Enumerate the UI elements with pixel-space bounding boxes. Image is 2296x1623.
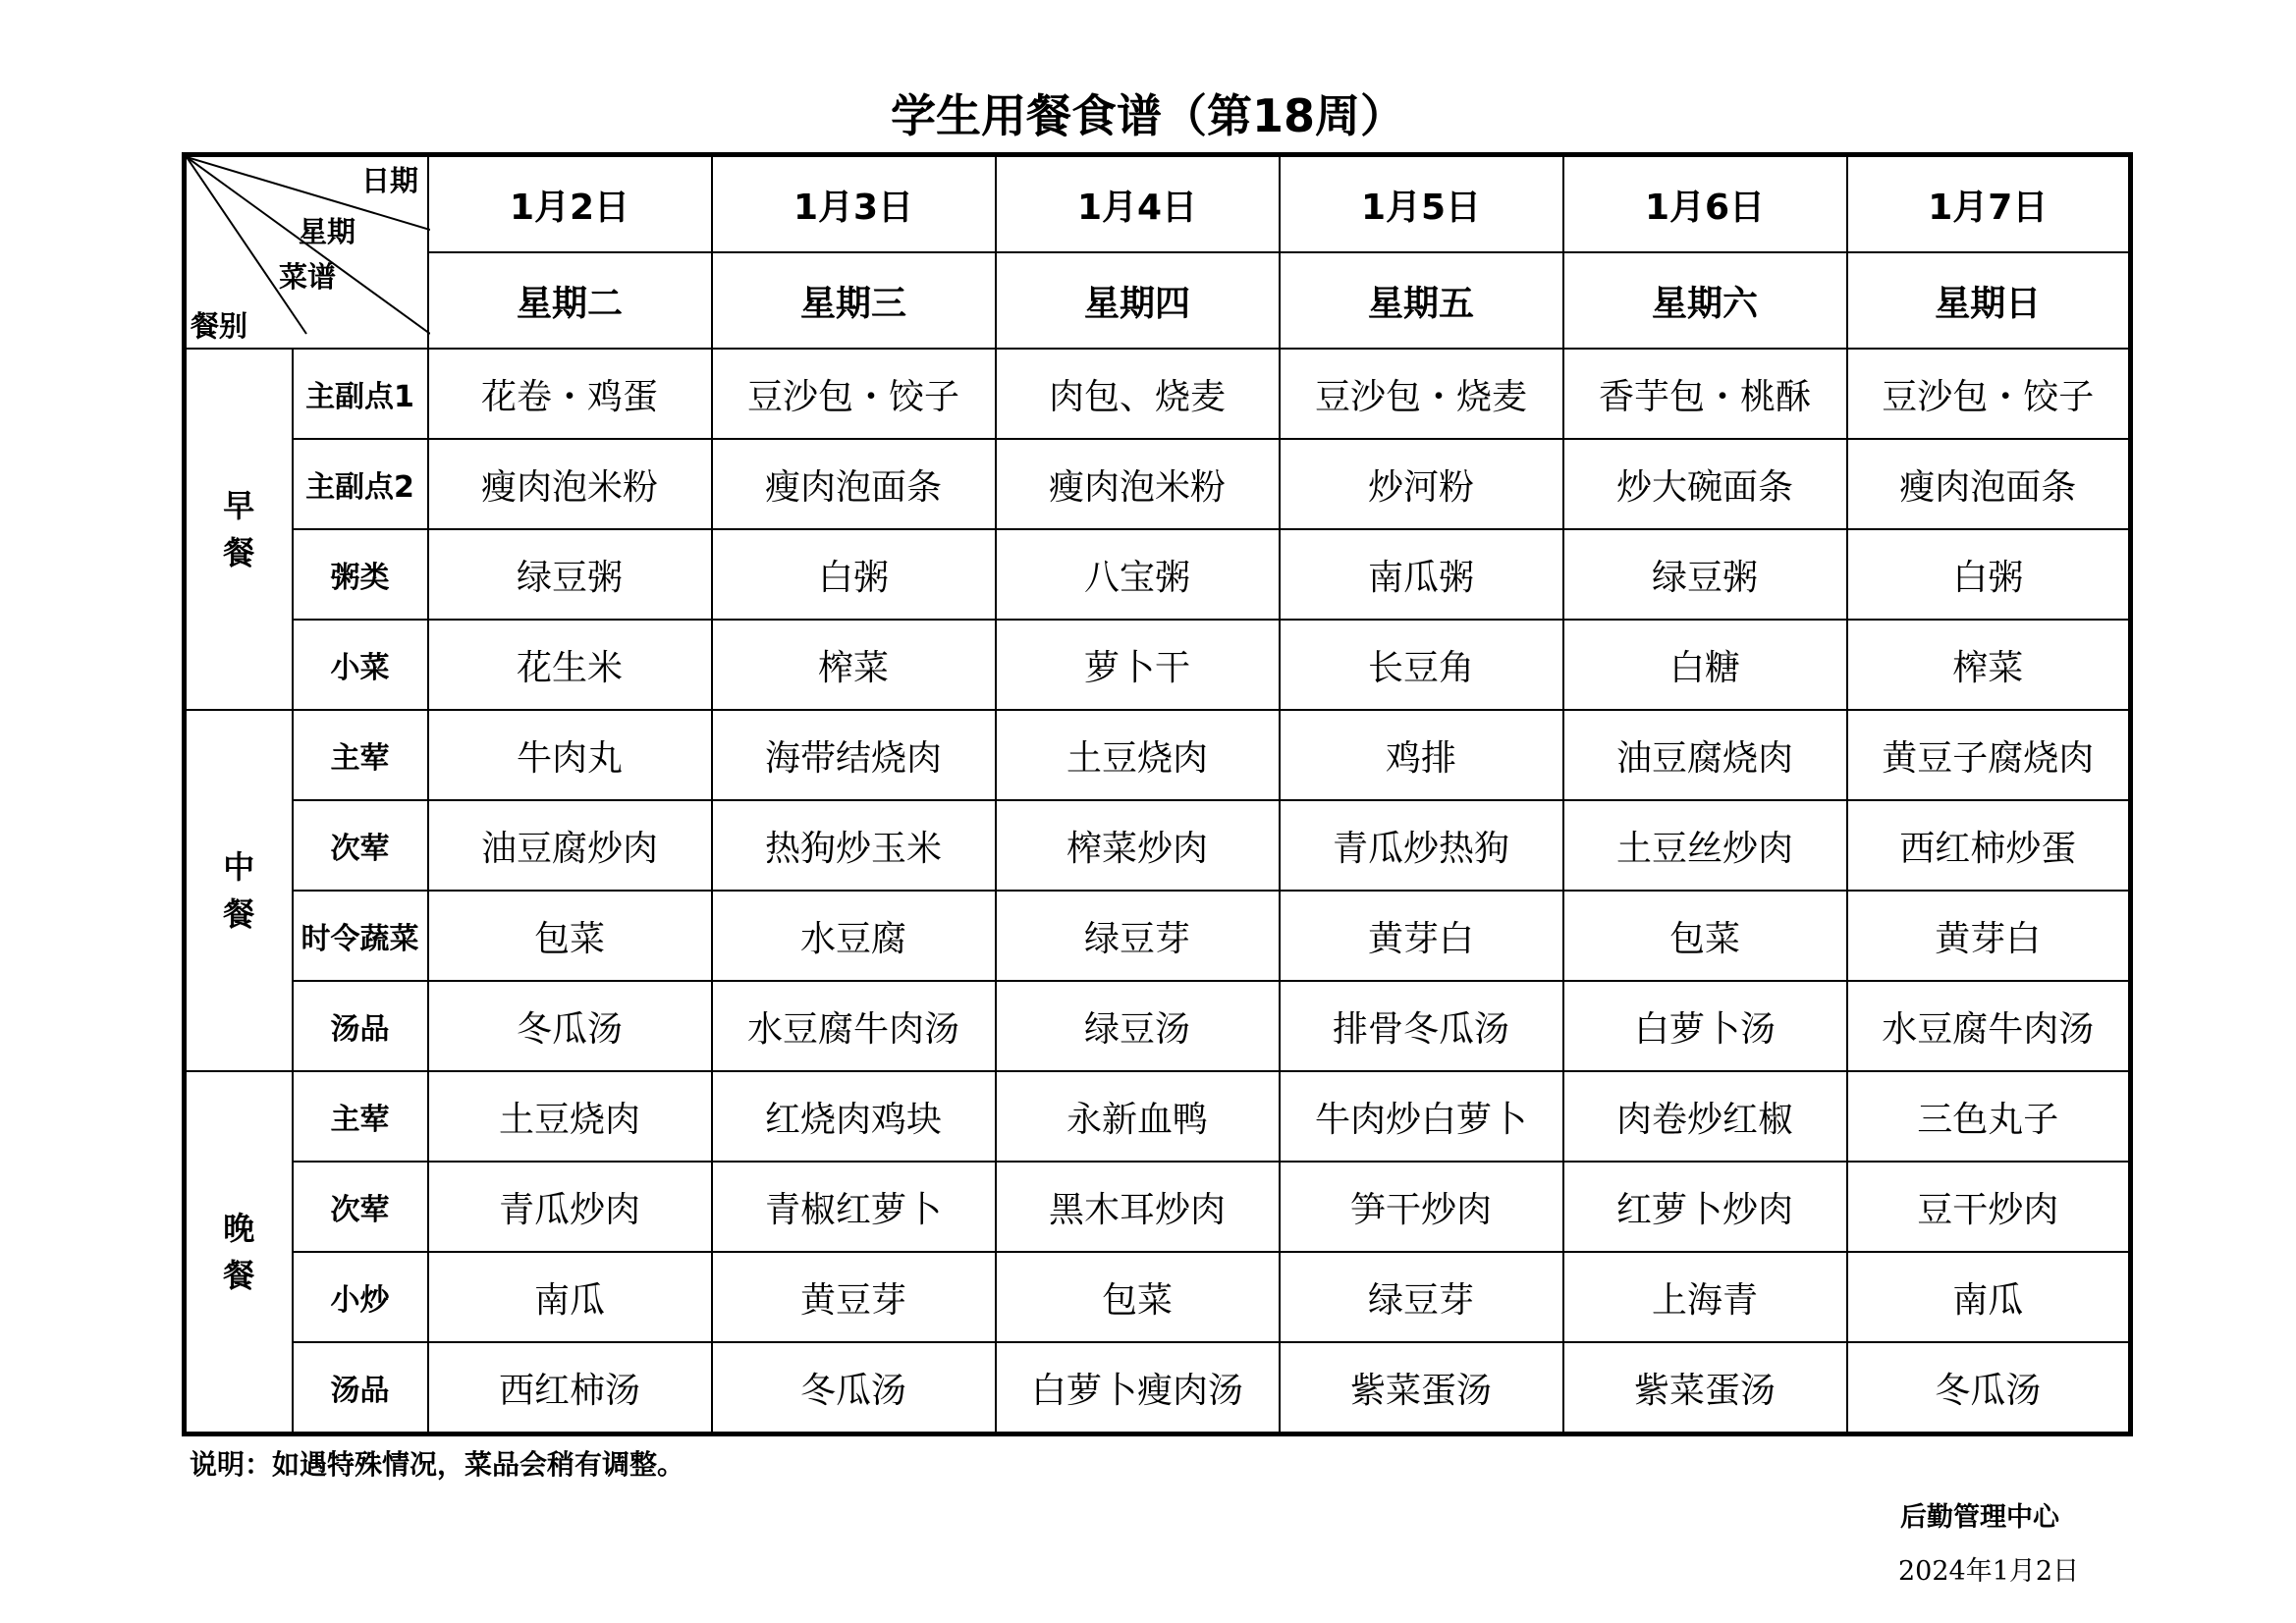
dish-cell: 紫菜蛋汤 [1563,1342,1847,1434]
dish-cell: 炒大碗面条 [1563,439,1847,529]
dish-cell: 青椒红萝卜 [712,1162,996,1252]
category-label: 小炒 [293,1252,428,1342]
dish-cell: 花卷・鸡蛋 [428,349,712,439]
dish-cell: 笋干炒肉 [1280,1162,1563,1252]
corner-meal-label: 餐别 [191,309,248,343]
dish-cell: 包菜 [428,891,712,981]
dish-cell: 青瓜炒肉 [428,1162,712,1252]
dish-cell: 南瓜粥 [1280,529,1563,620]
dish-cell: 土豆烧肉 [996,710,1280,800]
dish-cell: 白粥 [1847,529,2131,620]
table-row [185,800,2131,891]
category-label: 主荤 [293,1071,428,1162]
dish-cell: 绿豆粥 [1563,529,1847,620]
dish-cell: 榨菜 [712,620,996,710]
dish-cell: 白粥 [712,529,996,620]
dish-cell: 热狗炒玉米 [712,800,996,891]
dish-cell: 西红柿炒蛋 [1847,800,2131,891]
dish-cell: 肉卷炒红椒 [1563,1071,1847,1162]
dish-cell: 水豆腐 [712,891,996,981]
table-row [185,1252,2131,1342]
weekday-header: 星期六 [1563,252,1847,349]
table-row [185,981,2131,1071]
dish-cell: 冬瓜汤 [428,981,712,1071]
dish-cell: 青瓜炒热狗 [1280,800,1563,891]
table-row [185,349,2131,439]
dish-cell: 西红柿汤 [428,1342,712,1434]
dish-cell: 上海青 [1563,1252,1847,1342]
table-row [185,710,2131,800]
corner-weekday-label: 星期 [299,215,356,248]
dish-cell: 红烧肉鸡块 [712,1071,996,1162]
footnote: 说明：如遇特殊情况，菜品会稍有调整。 [190,1448,685,1481]
table-row [185,891,2131,981]
table-row [185,439,2131,529]
dish-cell: 绿豆汤 [996,981,1280,1071]
dish-cell: 瘦肉泡米粉 [428,439,712,529]
dish-cell: 三色丸子 [1847,1071,2131,1162]
corner-header [185,155,428,350]
dish-cell: 排骨冬瓜汤 [1280,981,1563,1071]
dish-cell: 豆干炒肉 [1847,1162,2131,1252]
dish-cell: 八宝粥 [996,529,1280,620]
dish-cell: 黄豆芽 [712,1252,996,1342]
weekday-header: 星期日 [1847,252,2131,349]
corner-menu-label: 菜谱 [279,260,337,294]
dish-cell: 海带结烧肉 [712,710,996,800]
weekday-header: 星期二 [428,252,712,349]
category-label: 汤品 [293,1342,428,1434]
date-header: 1月5日 [1280,155,1563,253]
dish-cell: 肉包、烧麦 [996,349,1280,439]
table-row [185,1342,2131,1434]
category-label: 粥类 [293,529,428,620]
weekday-header: 星期四 [996,252,1280,349]
dish-cell: 水豆腐牛肉汤 [712,981,996,1071]
dish-cell: 榨菜炒肉 [996,800,1280,891]
page-title: 学生用餐食谱（第18周） [890,89,1405,142]
category-label: 次荤 [293,800,428,891]
issue-date: 2024年1月2日 [1898,1556,2080,1587]
category-label: 小菜 [293,620,428,710]
dish-cell: 冬瓜汤 [1847,1342,2131,1434]
date-header: 1月6日 [1563,155,1847,253]
date-header: 1月3日 [712,155,996,253]
dish-cell: 绿豆粥 [428,529,712,620]
dish-cell: 包菜 [996,1252,1280,1342]
category-label: 次荤 [293,1162,428,1252]
dish-cell: 花生米 [428,620,712,710]
table-row [185,620,2131,710]
dish-cell: 南瓜 [428,1252,712,1342]
dish-cell: 瘦肉泡米粉 [996,439,1280,529]
dish-cell: 萝卜干 [996,620,1280,710]
dish-cell: 冬瓜汤 [712,1342,996,1434]
dish-cell: 白萝卜汤 [1563,981,1847,1071]
issuer: 后勤管理中心 [1900,1502,2059,1533]
dish-cell: 豆沙包・饺子 [1847,349,2131,439]
dish-cell: 黄豆子腐烧肉 [1847,710,2131,800]
dish-cell: 黄芽白 [1280,891,1563,981]
dish-cell: 土豆烧肉 [428,1071,712,1162]
date-header: 1月2日 [428,155,712,253]
dish-cell: 黑木耳炒肉 [996,1162,1280,1252]
dish-cell: 长豆角 [1280,620,1563,710]
dish-cell: 绿豆芽 [996,891,1280,981]
category-label: 汤品 [293,981,428,1071]
meal-label: 早 餐 [185,349,293,710]
dish-cell: 瘦肉泡面条 [712,439,996,529]
meal-label: 晚 餐 [185,1071,293,1434]
date-header: 1月7日 [1847,155,2131,253]
category-label: 主荤 [293,710,428,800]
dish-cell: 白糖 [1563,620,1847,710]
weekday-header: 星期五 [1280,252,1563,349]
dish-cell: 油豆腐烧肉 [1563,710,1847,800]
dish-cell: 瘦肉泡面条 [1847,439,2131,529]
dish-cell: 红萝卜炒肉 [1563,1162,1847,1252]
dish-cell: 南瓜 [1847,1252,2131,1342]
dish-cell: 白萝卜瘦肉汤 [996,1342,1280,1434]
dish-cell: 永新血鸭 [996,1071,1280,1162]
table-row [185,1071,2131,1162]
meal-label: 中 餐 [185,710,293,1071]
category-label: 主副点1 [293,349,428,439]
dish-cell: 紫菜蛋汤 [1280,1342,1563,1434]
dish-cell: 炒河粉 [1280,439,1563,529]
dish-cell: 土豆丝炒肉 [1563,800,1847,891]
category-label: 时令蔬菜 [293,891,428,981]
corner-date-label: 日期 [361,164,419,197]
dish-cell: 绿豆芽 [1280,1252,1563,1342]
table-row [185,1162,2131,1252]
dish-cell: 榨菜 [1847,620,2131,710]
category-label: 主副点2 [293,439,428,529]
table-row [185,529,2131,620]
dish-cell: 牛肉炒白萝卜 [1280,1071,1563,1162]
dish-cell: 水豆腐牛肉汤 [1847,981,2131,1071]
dish-cell: 豆沙包・饺子 [712,349,996,439]
dish-cell: 香芋包・桃酥 [1563,349,1847,439]
dish-cell: 黄芽白 [1847,891,2131,981]
date-header: 1月4日 [996,155,1280,253]
dish-cell: 鸡排 [1280,710,1563,800]
menu-table [182,152,2133,1436]
weekday-header: 星期三 [712,252,996,349]
dish-cell: 包菜 [1563,891,1847,981]
dish-cell: 油豆腐炒肉 [428,800,712,891]
dish-cell: 豆沙包・烧麦 [1280,349,1563,439]
dish-cell: 牛肉丸 [428,710,712,800]
